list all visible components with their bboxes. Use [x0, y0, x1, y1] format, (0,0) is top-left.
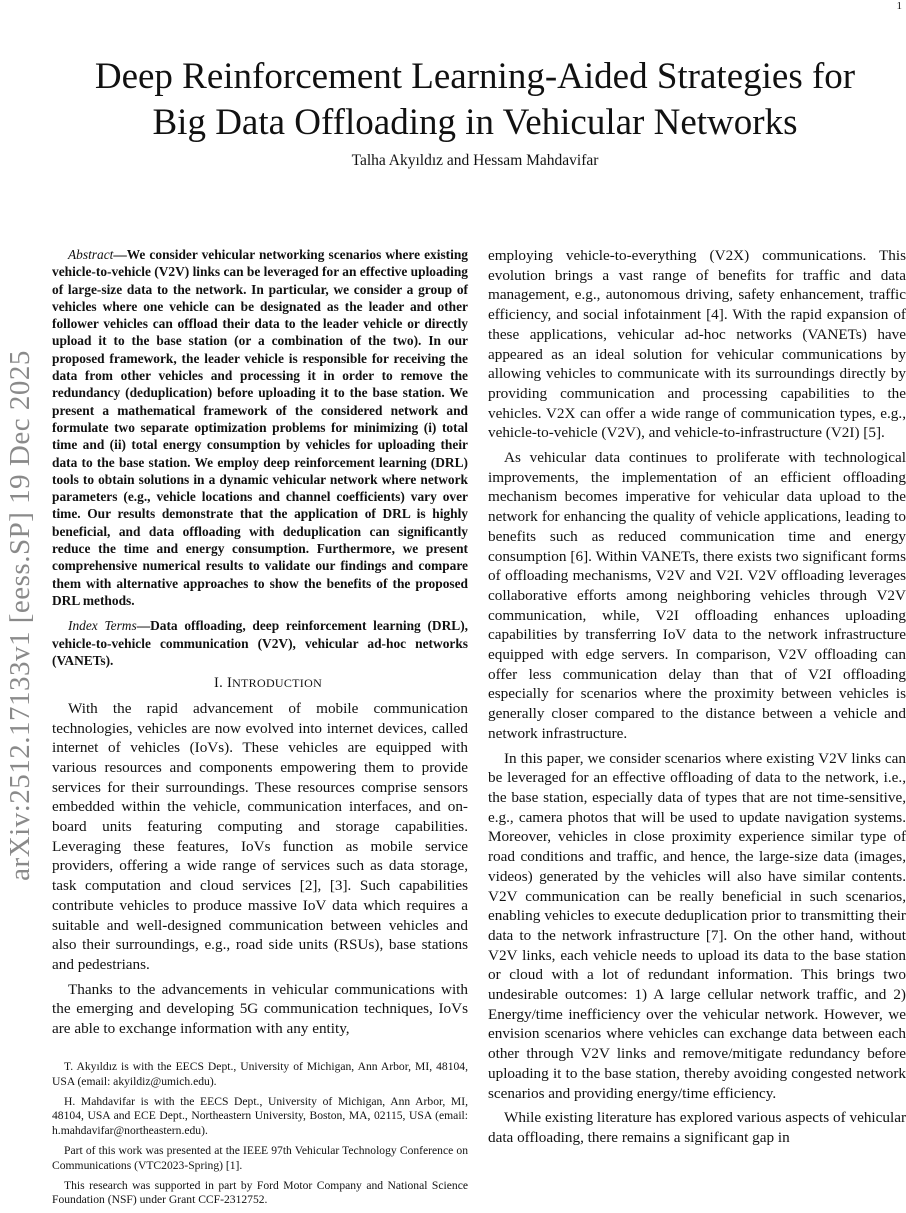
- intro-paragraph-6: While existing literature has explored various aspects of vehicular data offloading, there remains a significant gap in: [488, 1109, 906, 1146]
- footnotes: [52, 1060, 468, 1213]
- footnote-affiliation-1: T. Akyıldız is with the EECS Dept., University of Michigan, Ann Arbor, MI, 48104, USA (email: akyildiz@umich.edu).: [52, 1060, 468, 1088]
- footnote-conference: Part of this work was presented at the IEEE 97th Vehicular Technology Conference on Communications (VTC2023-Spring) [1].: [52, 1143, 468, 1172]
- paper-title: [40, 54, 906, 146]
- left-column: [52, 246, 468, 1039]
- intro-paragraph-4: As vehicular data continues to proliferate with technological improvements, the implementation of an efficient offloading mechanism becomes imperative for vehicular data upload to the network for enhancing the quality of vehicle applications, leading to benefits such as reduced communication time and energy consumption [6]. Within VANETs, there exists two significant forms of offloading mechanisms, V2V and V2I. V2V offloading leverages collaborative efforts among neighboring vehicles through V2V communication, while, V2I offloading enhances uploading capabilities by transferring IoV data to the network infrastructure equipped with edge servers. In comparison, V2V offloading can offer less communication delay than that of V2I offloading especially for scenarios where the proximity between vehicles is generally closer compared to the distance between a vehicle and network infrastructure.: [488, 449, 906, 742]
- footnote-funding: This research was supported in part by Ford Motor Company and National Science Foundation (NSF) under Grant CCF-2312752.: [52, 1178, 468, 1207]
- section-heading-introduction: [52, 674, 468, 694]
- intro-paragraph-3: employing vehicle-to-everything (V2X) communications. This evolution brings a vast range of benefits for traffic and data management, e.g., autonomous driving, safety enhancement, traffic efficiency, and social infotainment [4]. With the rapid expansion of these applications, vehicular ad-hoc networks (VANETs) have appeared as an ideal solution for vehicular communications by allowing vehicles to communicate with its surroundings directly by providing communication and processing capabilities to the vehicles. V2X can offer a wide range of communication types, e.g., vehicle-to-vehicle (V2V), and vehicle-to-infrastructure (V2I) [5].: [488, 247, 906, 442]
- title-line-2: Big Data Offloading in Vehicular Networks: [152, 102, 798, 143]
- intro-paragraph-5: In this paper, we consider scenarios where existing V2V links can be leveraged for an effective offloading of data to the network, i.e., the base station, especially data of types that are not time-sensitive, e.g., camera photos that will be used to update navigation systems. Moreover, vehicles in close proximity experience similar type of road conditions and traffic, and hence, the large-size data (images, videos) generated by the vehicles will also have similar contents. V2V communication can be really beneficial in such scenarios, enabling vehicles to execute deduplication prior to transmitting their data to the network infrastructure [7]. On the other hand, without V2V links, each vehicle needs to upload its data to the base station or cloud with a lot of redundant information. This brings two undesirable outcomes: 1) A large cellular network traffic, and 2) Energy/time inefficiency over the vehicular network. However, we envision scenarios where vehicles can exchange data between each other through V2V links and remove/mitigate redundancy before uploading it to the base station, thereby avoiding congested network scenarios and providing energy/time efficiency.: [488, 749, 906, 1102]
- arxiv-id-text: arXiv:2512.17133v1 [eess.SP] 19 Dec 2025: [3, 349, 36, 881]
- index-terms: [52, 617, 468, 669]
- abstract-label: Abstract: [68, 247, 114, 262]
- section-number: I.: [213, 675, 223, 692]
- right-column: [488, 246, 906, 1148]
- index-terms-text: —Data offloading, deep reinforcement learning (DRL), vehicle-to-vehicle communication (V2V), vehicular ad-hoc networks (VANETs).: [52, 618, 468, 668]
- arxiv-stamp: [0, 310, 40, 920]
- footnote-affiliation-2: H. Mahdavifar is with the EECS Dept., University of Michigan, Ann Arbor, MI, 48104, USA and ECE Dept., Northeastern University, Boston, MA, 02115, USA (email: h.mahdavifar@northeastern.edu).: [52, 1094, 468, 1138]
- intro-paragraph-2: Thanks to the advancements in vehicular communications with the emerging and developing 5G communication techniques, IoVs are able to exchange information with any entity,: [52, 980, 468, 1038]
- page-number: 1: [896, 0, 902, 12]
- abstract-text: —We consider vehicular networking scenarios where existing vehicle-to-vehicle (V2V) links can be leveraged for an effective uploading of large-size data to the network. In particular, we consider a group of vehicles where one vehicle can be designated as the leader and other follower vehicles can offload their data to the leader vehicle or directly upload it to the base station (or a combination of the two). In our proposed framework, the leader vehicle is responsible for receiving the data from other vehicles and processing it in order to remove the redundancy (deduplication) before uploading it to the base station. We present a mathematical framework of the considered network and formulate two separate optimization problems for minimizing (i) total time and (ii) total energy consumption by vehicles for uploading their data to the base station. We employ deep reinforcement learning (DRL) tools to obtain solutions in a dynamic vehicular network where network parameters (e.g., vehicle locations and channel coefficients) vary over time. Our results demonstrate that the application of DRL is highly beneficial, and data offloading with deduplication can significantly reduce the time and energy consumption. Furthermore, we present comprehensive numerical results to validate our findings and compare them with alternative approaches to show the benefits of the proposed DRL methods.: [52, 247, 468, 608]
- author-list: Talha Akyıldız and Hessam Mahdavifar: [351, 152, 599, 169]
- index-terms-label: Index Terms: [68, 618, 137, 634]
- section-title-rest: NTRODUCTION: [232, 676, 323, 691]
- title-line-1: Deep Reinforcement Learning-Aided Strategies for: [94, 56, 856, 97]
- intro-paragraph-1: With the rapid advancement of mobile communication technologies, vehicles are now evolved into internet devices, called internet of vehicles (IoVs). These vehicles are equipped with various resources and components empowering them to provide services for their surroundings. These resources comprise sensors embedded within the vehicle, communication interfaces, and on-board units featuring computing and storage capabilities. Leveraging these features, IoVs function as mobile service providers, offering a wide range of services such as data storage, task computation and cloud services [2], [3]. Such capabilities contribute vehicles to produce massive IoV data which requires a suitable and well-designed communication between vehicles and also their surroundings, e.g., road side units (RSUs), base stations and pedestrians.: [52, 699, 468, 973]
- section-title-cap: I: [226, 675, 233, 692]
- abstract: [52, 246, 468, 609]
